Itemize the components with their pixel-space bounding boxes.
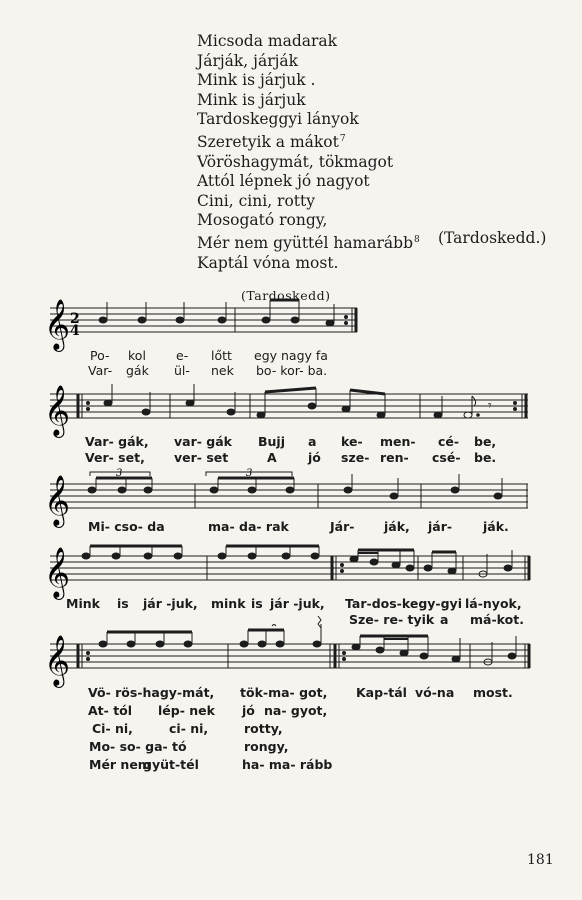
poem-line: Mink is járjuk [197,90,306,109]
lyric-syllable: Bujj [258,434,285,449]
lyric-syllable: rongy, [244,739,289,754]
lyric-syllable: gák [126,363,149,378]
lyric-syllable: má-kot. [470,612,524,627]
poem-line: Mosogató rongy, [197,211,328,230]
poem-line-text: Szeretyik a mákot [197,132,339,151]
lyric-syllable: jár -juk, [143,596,198,611]
poem-line: Tardoskeggyi lányok [197,110,359,129]
lyric-syllable: ma- da- rak [208,519,289,534]
lyric-syllable: ver- set [174,450,229,465]
lyric-syllable: Mo- so- ga- tó [89,739,187,754]
poem-line: Kaptál vóna most. [197,253,339,272]
lyric-syllable: na- gyot, [264,703,328,718]
lyric-syllable: ha- ma- rább [242,757,333,772]
lyric-syllable: Jár- [330,519,355,534]
footnote-marker: 8 [414,234,420,245]
poem-line [197,130,420,153]
lyric-syllable: bo- kor- ba. [256,363,328,378]
lyric-syllable: gyüt-tél [143,757,199,772]
svg-text:𝄞: 𝄞 [44,635,71,686]
poem-line-text: Mér nem gyüttél hamarább [197,233,413,252]
lyric-syllable: tök-ma- got, [240,685,328,700]
poem-line: Járják, járják [197,51,299,70]
lyric-syllable: ül- [174,363,190,378]
lyric-syllable: At- tól [88,703,133,718]
lyric-syllable: Ci- ni, [92,721,133,736]
lyric-syllable: Sze- re- tyik [349,612,435,627]
poem-line: Mink is járjuk . [197,71,316,90]
svg-text:𝄞: 𝄞 [44,475,71,526]
music-system-1 [0,292,582,378]
lyric-syllable: egy nagy fa [254,348,328,363]
lyric-syllable: Ver- set, [85,450,145,465]
lyric-syllable: ják, [384,519,410,534]
poem-source: (Tardoskedd.) [438,229,547,247]
svg-text:𝄞: 𝄞 [44,299,71,350]
music-system-4 [0,542,582,632]
lyric-syllable: ci- ni, [169,721,209,736]
lyric-syllable: cé- [438,434,460,449]
lyric-syllable: Vö- rös-hagy-mát, [88,685,215,700]
lyric-syllable: is [117,596,129,611]
lyric-syllable: Mink [66,596,100,611]
lyric-syllable: lőtt [211,348,232,363]
poem [197,32,420,273]
lyric-syllable: be. [474,450,497,465]
lyric-syllable: ren- [380,450,409,465]
poem-line [197,231,420,254]
lyric-syllable: men- [380,434,416,449]
lyric-syllable: a [440,612,449,627]
footnote-marker: 7 [339,133,346,144]
lyric-syllable: ják. [483,519,509,534]
lyric-syllable: a [308,434,317,449]
triplet-mark: 3 [246,468,253,479]
music-system-2 [0,378,582,468]
lyric-syllable: sze- [341,450,370,465]
lyric-syllable: kol [128,348,146,363]
lyric-syllable: jó [308,450,321,465]
lyric-syllable: Tar-dos-kegy-gyi [345,596,462,611]
poem-line: Vöröshagymát, tökmagot [197,152,394,171]
poem-line: Cini, cini, rotty [197,191,315,210]
lyric-syllable: jár -juk, [270,596,325,611]
lyric-syllable: Kap-tál [356,685,407,700]
lyric-syllable: jó [242,703,255,718]
lyric-syllable: jár- [428,519,453,534]
lyric-syllable: Mér nem [89,757,151,772]
lyric-syllable: e- [176,348,189,363]
poem-line: Micsoda madarak [197,32,338,50]
page-number: 181 [527,852,554,868]
svg-text:4: 4 [70,323,80,339]
music-heading: (Tardoskedd) [241,288,331,303]
lyric-syllable: rotty, [244,721,283,736]
lyric-syllable: nek [211,363,234,378]
lyric-syllable: Var- gák, [85,434,149,449]
svg-text:𝄾: 𝄾 [488,398,492,414]
music-system-5 [0,622,582,782]
lyric-syllable: mink [211,596,246,611]
lyric-syllable: Var- [88,363,113,378]
svg-text:𝄞: 𝄞 [44,385,71,436]
lyric-syllable: lép- nek [158,703,215,718]
lyric-syllable: is [251,596,263,611]
lyric-syllable: be, [474,434,497,449]
lyric-syllable: ke- [341,434,363,449]
lyric-syllable: csé- [432,450,461,465]
svg-text:2: 2 [70,311,80,327]
triplet-mark: 3 [116,468,123,479]
lyric-syllable: vó-na [415,685,455,700]
staff-notation [0,622,582,692]
lyric-syllable: A [267,450,277,465]
lyric-syllable: Po- [90,348,110,363]
lyric-syllable: var- gák [174,434,232,449]
lyric-syllable: most. [473,685,513,700]
svg-text:𝄞: 𝄞 [44,547,71,598]
lyric-syllable: lá-nyok, [465,596,522,611]
poem-line: Attól lépnek jó nagyot [197,172,370,191]
music-system-3 [0,466,582,541]
lyric-syllable: Mi- cso- da [88,519,165,534]
